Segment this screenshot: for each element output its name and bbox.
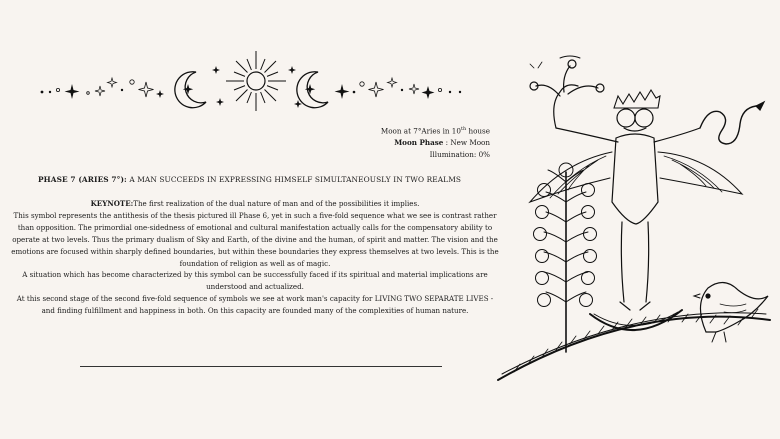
phase-title: PHASE 7 (ARIES 7°): A MAN SUCCEEDS IN EXPRESSING HIMSELF SIMULTANEOUSLY IN TWO REALMS — [38, 175, 462, 184]
paragraph-2: A situation which has become characterized by this symbol can be successfully faced if its spiritual and material implications are understood and actualized. — [22, 270, 488, 292]
paragraph-1: This symbol represents the antithesis of the thesis pictured ill Phase 6, yet in such a five-fold sequence what we see is contrast rather than opposition. The primordial one-sidedness of emotional and cultural manifestation actually calls for the compensatory ability to operate at two levels. Thus the primary dualism of Sky and Earth, of the divine and the human, of spirit and matter. The vision and the emotions are focused within sharply defined boundaries, but within these boundaries they express themselves at two levels. This is the foundation of religion as well as of magic. — [11, 210, 499, 268]
moon-info — [381, 123, 490, 161]
alchemical-engraving — [494, 52, 780, 392]
moon-position: Moon at 7°Aries in 10th house — [380, 126, 490, 136]
moon-phase: Moon Phase : New Moon — [394, 138, 490, 148]
moon-illumination: Illumination: 0% — [429, 150, 490, 160]
body-text — [10, 198, 500, 317]
keynote: KEYNOTE:The first realization of the dual nature of man and of the possibilities it implies. — [90, 199, 420, 208]
paragraph-3: At this second stage of the second five-fold sequence of symbols we see at work man's capacity for LIVING TWO SEPARATE LIVES - and finding fulfillment and happiness in both. On this capacity are founded many of the complexities of human nature. — [16, 294, 494, 316]
divider-line — [80, 366, 442, 367]
celestial-ornament — [36, 46, 476, 116]
